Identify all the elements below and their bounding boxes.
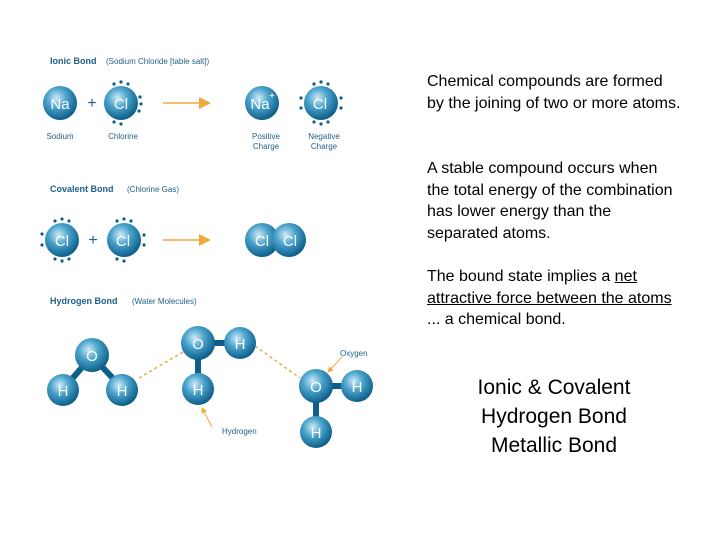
atom-symbol: O	[86, 348, 98, 365]
atom-symbol: H	[116, 383, 128, 400]
ionic-bond-subtitle: (Sodium Chloride [table salt])	[106, 57, 210, 66]
bond-type-ionic-covalent: Ionic & Covalent	[477, 376, 631, 399]
chlorine-atom	[107, 217, 146, 262]
hydrogen-bond-subtitle: (Water Molecules)	[132, 297, 197, 306]
atom-symbol: H	[234, 336, 246, 353]
sodium-atom	[43, 86, 77, 120]
atom-symbol: Na	[50, 96, 70, 113]
oxygen-label: Oxygen	[340, 349, 368, 358]
atom-symbol: H	[351, 379, 363, 396]
paragraph-bound-state	[427, 266, 682, 331]
plus-sign: +	[88, 232, 98, 249]
atom-symbol: Cl	[282, 233, 298, 250]
chlorine-label: Chlorine	[108, 132, 138, 141]
atom-symbol: H	[192, 382, 204, 399]
water-molecule	[299, 369, 373, 448]
atom-symbol: H	[57, 383, 69, 400]
sodium-label: Sodium	[46, 132, 74, 141]
hydrogen-label: Hydrogen	[222, 427, 257, 436]
bound-state-text: The bound state implies a	[427, 268, 615, 285]
positive-charge: +	[269, 91, 275, 102]
positive-charge-label: Charge	[252, 142, 280, 151]
chlorine-atom	[40, 217, 79, 262]
chlorine-atom	[104, 80, 143, 125]
hydrogen-bond-title: Hydrogen Bond	[50, 296, 118, 306]
positive-label: Positive	[251, 132, 281, 141]
water-molecule	[47, 338, 138, 406]
atom-symbol: Na	[250, 96, 270, 113]
atom-symbol: O	[192, 336, 204, 353]
covalent-bond-subtitle: (Chlorine Gas)	[127, 185, 180, 194]
hydrogen-bond-line	[139, 352, 183, 378]
negative-label: Negative	[308, 132, 340, 141]
bond-type-hydrogen: Hydrogen Bond	[481, 405, 627, 428]
paragraph-compounds: Chemical compounds are formed by the joining of two or more atoms.	[427, 73, 681, 112]
negative-charge: −	[329, 84, 335, 95]
atom-symbol: Cl	[254, 233, 270, 250]
atom-symbol: H	[310, 425, 322, 442]
atom-symbol: Cl	[115, 233, 131, 250]
ionic-bond-title: Ionic Bond	[50, 56, 97, 66]
hydrogen-pointer	[202, 408, 212, 427]
covalent-bond-title: Covalent Bond	[50, 184, 114, 194]
hydrogen-bond-line	[255, 346, 300, 378]
atom-symbol: O	[310, 379, 322, 396]
chloride-ion	[299, 80, 342, 125]
atom-symbol: Cl	[312, 96, 328, 113]
atom-symbol: Cl	[113, 96, 129, 113]
negative-charge-label: Charge	[310, 142, 338, 151]
bound-state-ending: ... a chemical bond.	[427, 311, 566, 328]
chlorine-molecule	[245, 223, 306, 257]
bond-type-metallic: Metallic Bond	[490, 434, 618, 457]
atom-symbol: Cl	[54, 233, 70, 250]
bond-types-list	[440, 373, 668, 460]
plus-sign: +	[87, 95, 97, 112]
paragraph-stable-compound: A stable compound occurs when the total energy of the combination has lower energy than the separated atoms.	[427, 160, 673, 242]
sodium-ion	[245, 86, 279, 120]
water-molecule	[181, 326, 256, 405]
bound-state-emphasis: net attractive force between the atoms	[427, 268, 672, 307]
oxygen-pointer	[328, 357, 342, 372]
